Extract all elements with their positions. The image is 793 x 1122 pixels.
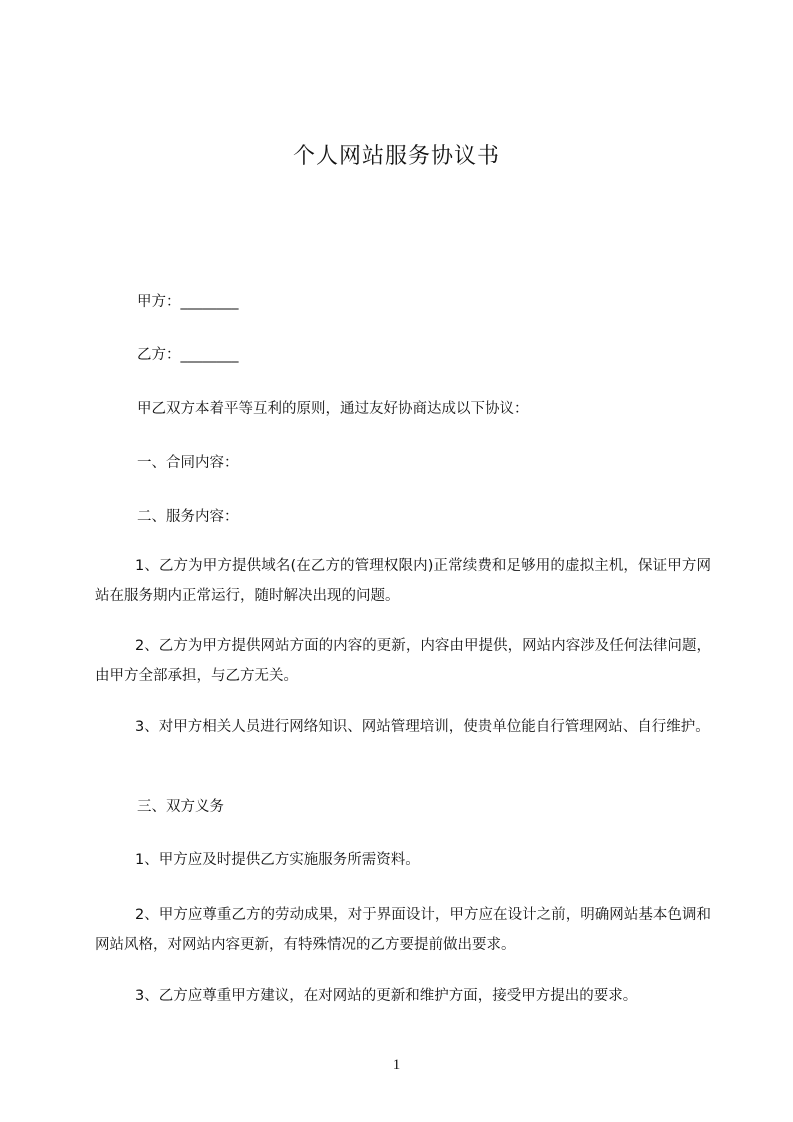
party-b-line: 乙方：________	[137, 347, 239, 363]
service-item-2: 2、乙方为甲方提供网站方面的内容的更新，内容由甲提供，网站内容涉及任何法律问题，由甲方全部承担，与乙方无关。	[95, 638, 711, 684]
service-item-1: 1、乙方为甲方提供域名(在乙方的管理权限内)正常续费和足够用的虚拟主机，保证甲方网站在服务期内正常运行，随时解决出现的问题。	[95, 558, 711, 604]
obligation-item-2: 2、甲方应尊重乙方的劳动成果，对于界面设计，甲方应在设计之前，明确网站基本色调和网站风格，对网站内容更新，有特殊情况的乙方要提前做出要求。	[95, 907, 711, 953]
service-item-3: 3、对甲方相关人员进行网络知识、网站管理培训，使贵单位能自行管理网站、自行维护。	[135, 719, 710, 735]
section-heading-contract-content: 一、合同内容：	[137, 455, 239, 471]
obligation-item-3: 3、乙方应尊重甲方建议，在对网站的更新和维护方面，接受甲方提出的要求。	[135, 988, 638, 1004]
obligation-item-1: 1、甲方应及时提供乙方实施服务所需资料。	[135, 852, 420, 868]
intro-paragraph: 甲乙双方本着平等互利的原则，通过友好协商达成以下协议：	[137, 401, 529, 417]
section-heading-service-content: 二、服务内容：	[137, 509, 239, 525]
party-a-line: 甲方：________	[137, 294, 239, 310]
section-heading-obligations: 三、双方义务	[137, 799, 224, 815]
document-title: 个人网站服务协议书	[292, 144, 500, 169]
page-number: 1	[392, 1057, 401, 1073]
